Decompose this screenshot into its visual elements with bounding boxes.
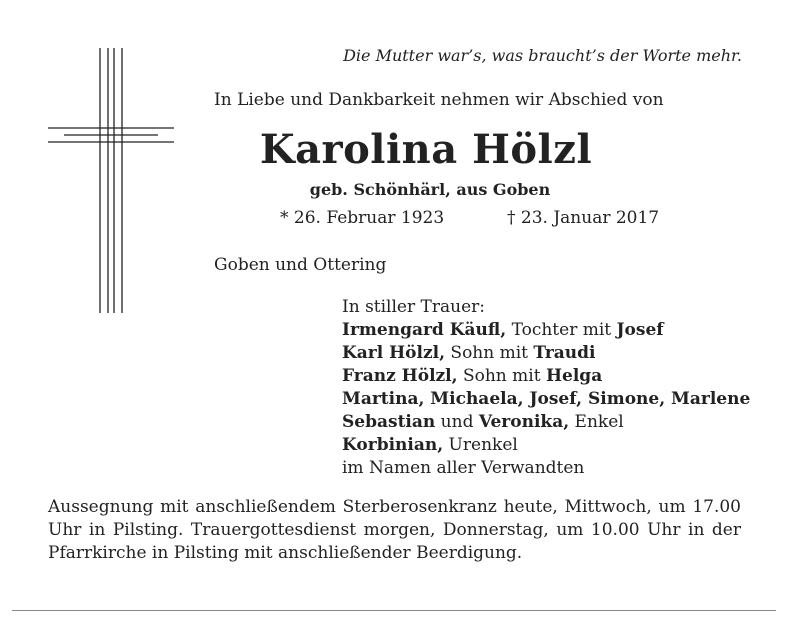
mourner-relation: Sohn mit — [445, 343, 534, 363]
death-date: † 23. Januar 2017 — [507, 208, 660, 228]
mourner-relation: Urenkel — [443, 435, 518, 455]
mourner-line — [342, 319, 750, 342]
motto-quote: Die Mutter war’s, was braucht’s der Worte mehr. — [343, 46, 742, 65]
intro-line: In Liebe und Dankbarkeit nehmen wir Abschied von — [214, 90, 664, 110]
mourner-name: Irmengard Käufl, — [342, 320, 507, 340]
mourner-relation: Sohn mit — [457, 366, 546, 386]
mourner-line — [342, 411, 750, 434]
mourner-name: Sebastian — [342, 412, 436, 432]
mourner-name: Veronika, — [478, 412, 570, 432]
mourner-relation: und — [435, 412, 479, 432]
mourners-heading: In stiller Trauer: — [342, 297, 485, 317]
deceased-name: Karolina Hölzl — [259, 126, 593, 173]
mourner-name: Karl Hölzl, — [342, 343, 446, 363]
mourners-block — [342, 296, 750, 480]
mourner-line — [342, 434, 750, 457]
mourner-line — [342, 457, 750, 480]
mourner-line — [342, 388, 750, 411]
mourner-line — [342, 365, 750, 388]
mourner-relation: Tochter mit — [506, 320, 617, 340]
mourner-relation: im Namen aller Verwandten — [342, 458, 585, 478]
birth-date: * 26. Februar 1923 — [280, 208, 445, 228]
mourner-relation: Enkel — [569, 412, 624, 432]
mourner-name: Traudi — [533, 343, 596, 363]
funeral-details: Aussegnung mit anschließendem Sterberosenkranz heute, Mittwoch, um 17.00 Uhr in Pilsting. Trauergottesdienst morgen, Donnerstag, um 10.00 Uhr in der Pfarrkirche in Pilsting mit anschließender Beerdigung. — [48, 497, 741, 563]
mourner-line — [342, 342, 750, 365]
birth-name: geb. Schönhärl, aus Goben — [309, 180, 551, 199]
mourners-list — [342, 319, 750, 480]
mourner-name: Helga — [545, 366, 603, 386]
places: Goben und Ottering — [214, 255, 387, 275]
mourner-name: Martina, Michaela, Josef, Simone, Marlene — [342, 389, 751, 409]
mourner-name: Josef — [616, 320, 664, 340]
mourner-name: Korbinian, — [342, 435, 444, 455]
mourner-name: Franz Hölzl, — [342, 366, 458, 386]
